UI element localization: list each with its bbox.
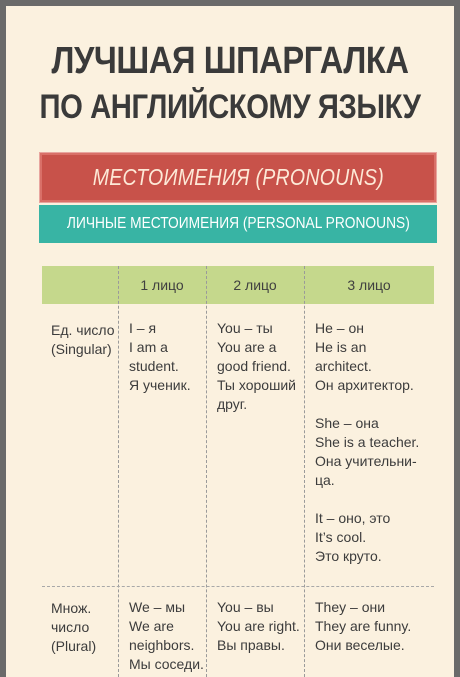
row-label-line: Ед. число: [51, 322, 115, 338]
cell-line: He is an: [315, 339, 367, 355]
column-header-third-person: 3 лицо: [347, 277, 391, 293]
row-label-singular: [51, 321, 115, 359]
cell-line: Ты хороший: [217, 377, 296, 393]
cell-line: You are a: [217, 339, 277, 355]
cell-line: good friend.: [217, 358, 291, 374]
cell-line: It’s cool.: [315, 529, 367, 545]
cell-line: ца.: [315, 472, 335, 488]
frame-border: [0, 0, 6, 677]
section-header: [39, 152, 437, 203]
cell-line: Это круто.: [315, 548, 382, 564]
sub-section-title: ЛИЧНЫЕ МЕСТОИМЕНИЯ (PERSONAL PRONOUNS): [66, 215, 410, 232]
row-label-line: (Plural): [51, 638, 97, 654]
cell-line: She is a teacher.: [315, 434, 420, 450]
table-header-row: [42, 266, 434, 304]
cell-plural-first-person: [129, 598, 204, 674]
cell-line: They are funny.: [315, 618, 412, 634]
cell-line: They – они: [315, 599, 386, 615]
cell-line: You – вы: [217, 599, 274, 615]
section-title: МЕСТОИМЕНИЯ (PRONOUNS): [92, 164, 384, 190]
row-label-line: Множ.: [51, 600, 92, 616]
cell-line: друг.: [217, 396, 248, 412]
cell-line: Они веселые.: [315, 637, 405, 653]
column-divider: [206, 266, 207, 677]
cell-line: neighbors.: [129, 637, 195, 653]
row-label-line: (Singular): [51, 341, 112, 357]
row-label-line: число: [51, 619, 90, 635]
cell-line: He – он: [315, 320, 364, 336]
cell-singular-third-person: [315, 319, 419, 566]
cell-line: Он архитектор.: [315, 377, 414, 393]
spacer: [315, 490, 419, 509]
column-divider: [118, 266, 119, 677]
page-title: ЛУЧШАЯ ШПАРГАЛКА: [51, 40, 409, 82]
cell-line: She – она: [315, 415, 379, 431]
cell-line: I – я: [129, 320, 157, 336]
cell-line: architect.: [315, 358, 372, 374]
cell-line: Я ученик.: [129, 377, 191, 393]
spacer: [315, 395, 419, 414]
cell-line: student.: [129, 358, 179, 374]
sub-section-header: [39, 205, 437, 243]
frame-border: [454, 0, 460, 677]
frame-border: [0, 0, 460, 6]
cell-plural-third-person: [315, 598, 411, 655]
row-label-plural: [51, 599, 96, 656]
column-header-second-person: 2 лицо: [233, 277, 277, 293]
cell-line: I am a: [129, 339, 168, 355]
cell-line: You – ты: [217, 320, 273, 336]
cell-line: We – мы: [129, 599, 185, 615]
column-header-first-person: 1 лицо: [140, 277, 184, 293]
column-divider: [304, 266, 305, 677]
cell-singular-first-person: [129, 319, 191, 395]
cell-singular-second-person: [217, 319, 296, 414]
cell-line: Она учительни-: [315, 453, 417, 469]
cell-line: It – оно, это: [315, 510, 391, 526]
cell-line: You are right.: [217, 618, 300, 634]
cell-plural-second-person: [217, 598, 300, 655]
page-subtitle: ПО АНГЛИЙСКОМУ ЯЗЫКУ: [39, 88, 421, 126]
row-divider: [42, 586, 434, 587]
cell-line: We are: [129, 618, 174, 634]
cell-line: Вы правы.: [217, 637, 285, 653]
cell-line: Мы соседи.: [129, 656, 204, 672]
